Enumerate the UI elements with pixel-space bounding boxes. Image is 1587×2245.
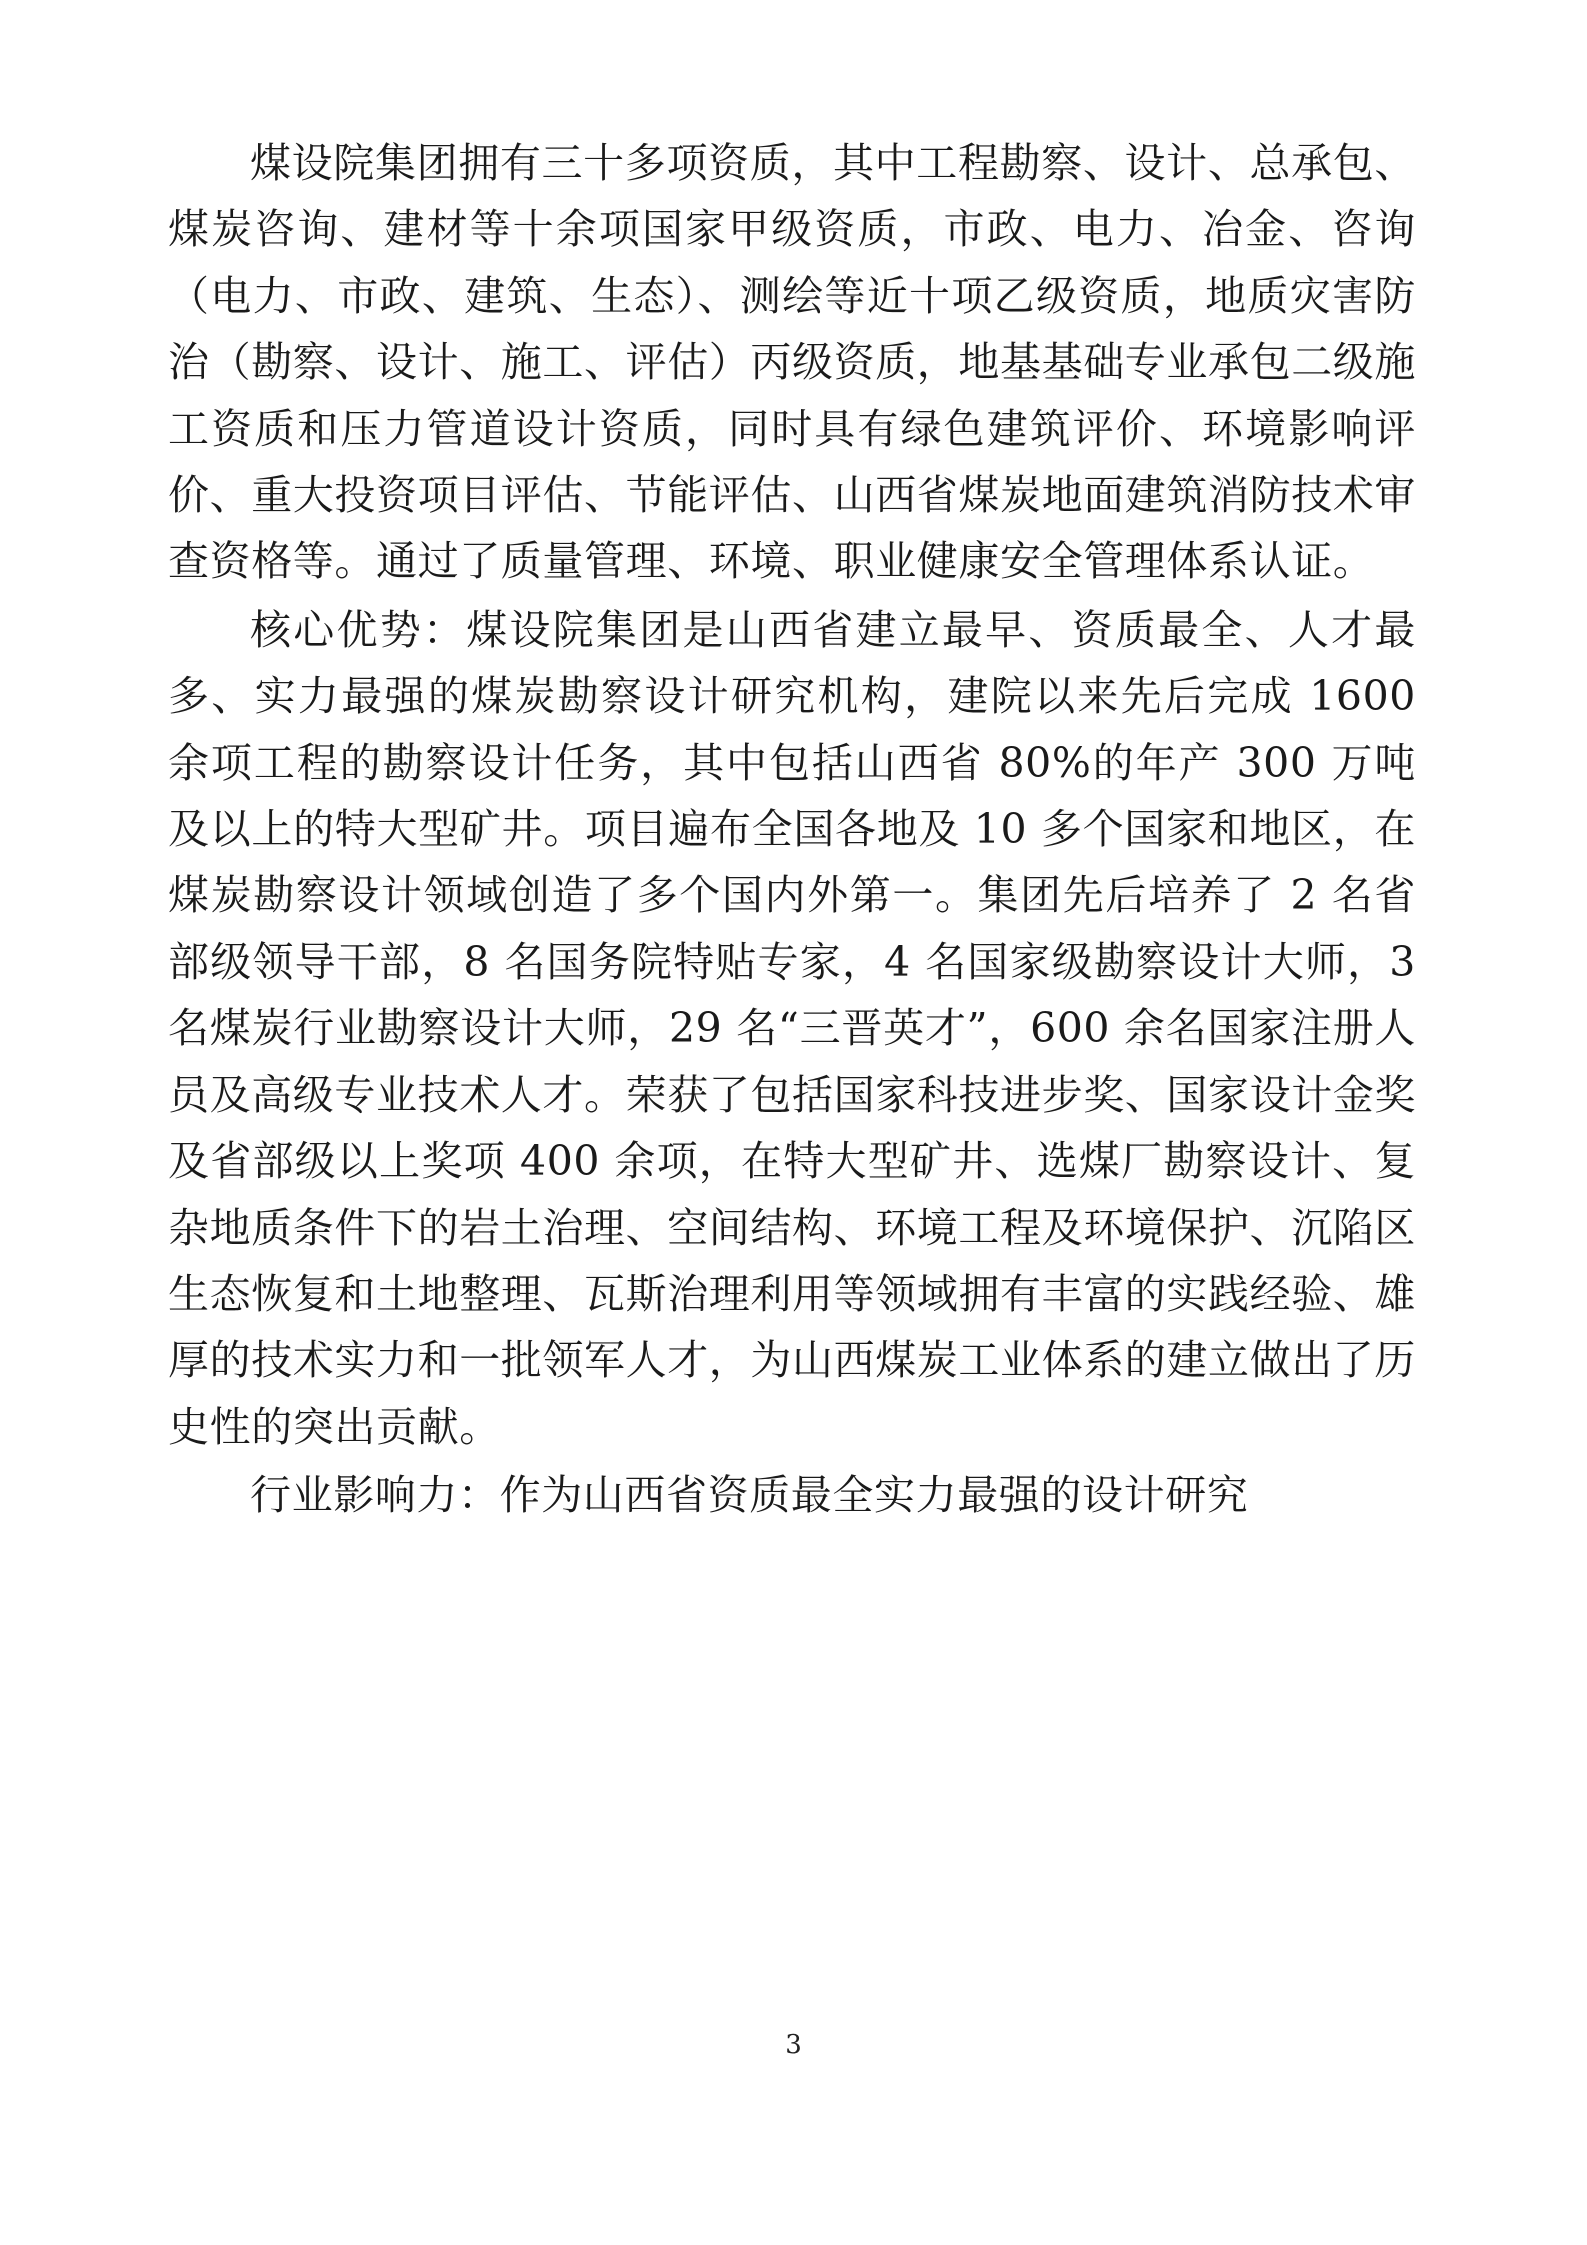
page-number: 3 — [785, 2030, 802, 2060]
paragraph-core-advantages: 核心优势：煤设院集团是山西省建立最早、资质最全、人才最多、实力最强的煤炭勘察设计研究机构，建院以来先后完成 1600 余项工程的勘察设计任务，其中包括山西省 80%的年产 300 万吨及以上的特大型矿井。项目遍布全国各地及 10 多个国家和地区，在煤炭勘察设计领域创造了多个国内外第一。集团先后培养了 2 名省部级领导干部，8 名国务院特贴专家，4 名国家级勘察设计大师，3 名煤炭行业勘察设计大师，29 名“三晋英才”，600 余名国家注册人员及高级专业技术人才。荣获了包括国家科技进步奖、国家设计金奖及省部级以上奖项 400 余项，在特大型矿井、选煤厂勘察设计、复杂地质条件下的岩土治理、空间结构、环境工程及环境保护、沉陷区生态恢复和土地整理、瓦斯治理利用等领域拥有丰富的实践经验、雄厚的技术实力和一批领军人才，为山西煤炭工业体系的建立做出了历史性的突出贡献。 — [168, 605, 1416, 1451]
paragraph-qualifications: 煤设院集团拥有三十多项资质，其中工程勘察、设计、总承包、煤炭咨询、建材等十余项国家甲级资质，市政、电力、冶金、咨询（电力、市政、建筑、生态）、测绘等近十项乙级资质，地质灾害防治（勘察、设计、施工、评估）丙级资质，地基基础专业承包二级施工资质和压力管道设计资质，同时具有绿色建筑评价、环境影响评价、重大投资项目评估、节能评估、山西省煤炭地面建筑消防技术审查资格等。通过了质量管理、环境、职业健康安全管理体系认证。 — [168, 139, 1416, 586]
document-body — [168, 130, 1416, 1531]
paragraph-industry-influence: 行业影响力：作为山西省资质最全实力最强的设计研究 — [250, 1471, 1249, 1520]
